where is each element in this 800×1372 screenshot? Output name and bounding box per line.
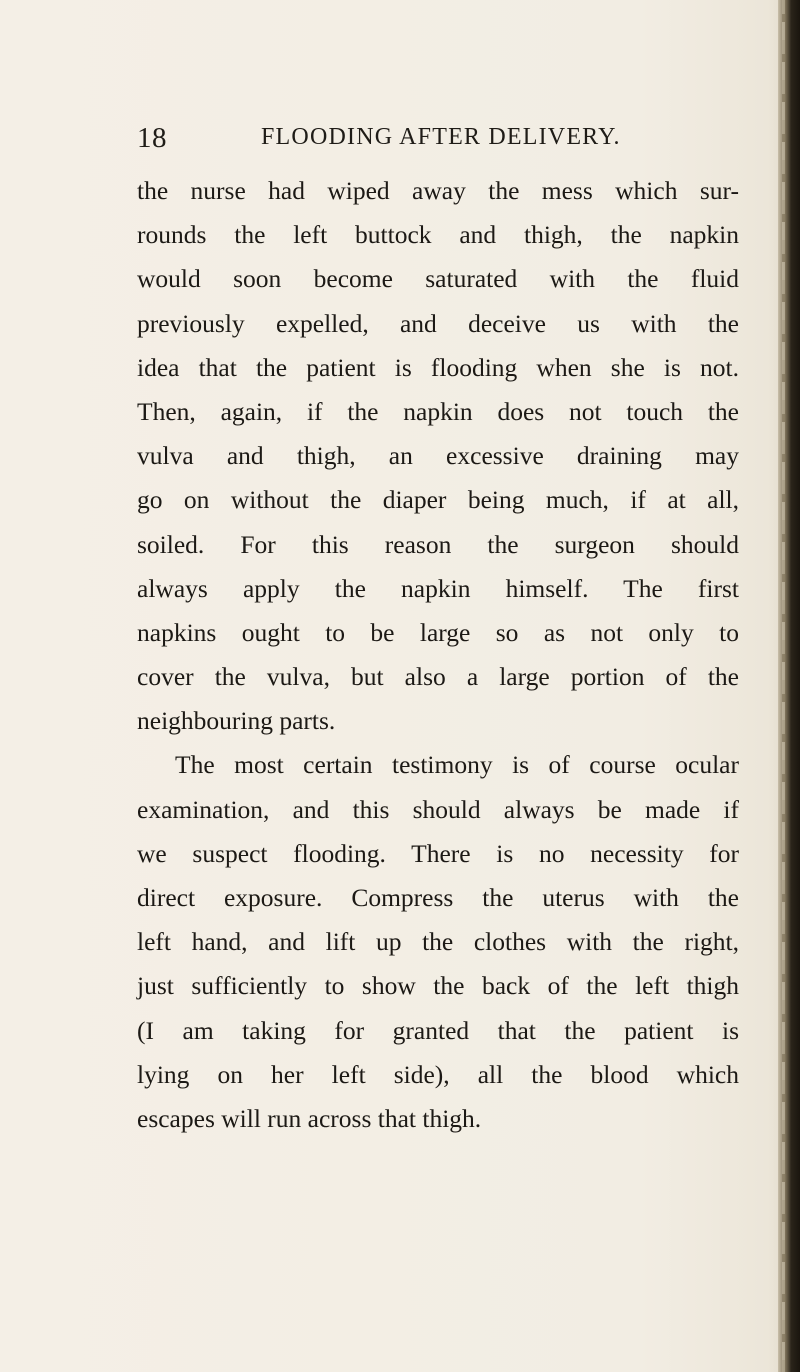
page-edge	[778, 0, 800, 1372]
paragraph-end-line: escapes will run across that thigh.	[137, 1103, 482, 1133]
running-head: FLOODING AFTER DELIVERY.	[261, 124, 621, 150]
text-line: (I am taking for granted that the patient is	[137, 1015, 739, 1045]
text-line: we suspect flooding. There is no necessity for	[137, 838, 739, 868]
text-line: soiled. For this reason the surgeon should	[137, 529, 739, 559]
text-line: rounds the left buttock and thigh, the napkin	[137, 220, 739, 250]
text-line: left hand, and lift up the clothes with the right,	[137, 927, 739, 957]
text-line: the nurse had wiped away the mess which sur-	[137, 176, 739, 205]
text-line: always apply the napkin himself. The first	[137, 573, 739, 603]
text-line: previously expelled, and deceive us with the	[137, 308, 739, 338]
text-line: just sufficiently to show the back of the left thigh	[137, 971, 739, 1001]
text-line: go on without the diaper being much, if at all,	[137, 485, 739, 515]
body-text	[137, 169, 739, 1141]
text-line: Then, again, if the napkin does not touch the	[137, 396, 739, 426]
page-number: 18	[137, 122, 167, 154]
text-line: lying on her left side), all the blood which	[137, 1059, 739, 1089]
text-line: examination, and this should always be made if	[137, 794, 739, 824]
text-line: idea that the patient is flooding when she is not.	[137, 352, 739, 382]
text-line: would soon become saturated with the fluid	[137, 264, 739, 294]
text-line: vulva and thigh, an excessive draining may	[137, 441, 739, 471]
text-line: napkins ought to be large so as not only to	[137, 617, 739, 647]
page-header	[137, 122, 757, 158]
paragraph-start-line: The most certain testimony is of course ocular	[175, 750, 739, 780]
text-line: direct exposure. Compress the uterus with the	[137, 883, 739, 912]
paragraph-end-line: neighbouring parts.	[137, 706, 336, 736]
text-line: cover the vulva, but also a large portion of the	[137, 662, 739, 692]
